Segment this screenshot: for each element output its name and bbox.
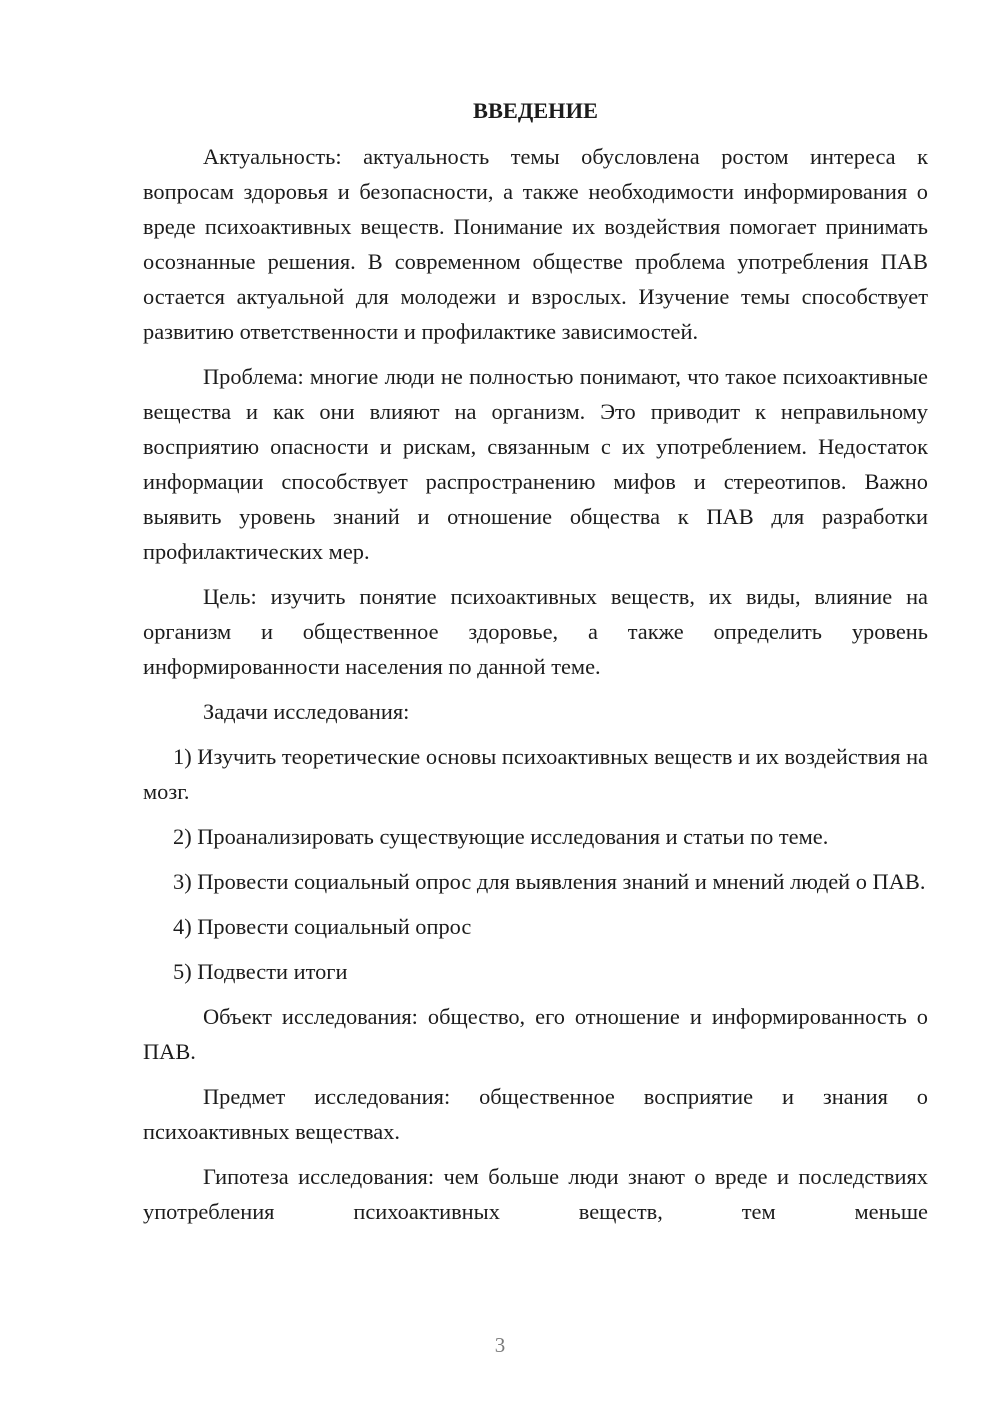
section-heading: ВВЕДЕНИЕ bbox=[473, 98, 598, 123]
task-item-1: 1) Изучить теоретические основы психоактивных веществ и их воздействия на мозг. bbox=[143, 744, 928, 804]
problem-paragraph: Проблема: многие люди не полностью понимают, что такое психоактивные вещества и как они влияют на организм. Это приводит к неправильному восприятию опасности и рискам, связанным с их употреблением. Недостаток информации способствует распространению мифов и стереотипов. Важно выявить уровень знаний и отношение общества к ПАВ для разработки профилактических мер. bbox=[143, 364, 928, 564]
object-paragraph: Объект исследования: общество, его отношение и информированность о ПАВ. bbox=[143, 1004, 928, 1064]
page-number: 3 bbox=[494, 1333, 506, 1357]
task-item-4: 4) Провести социальный опрос bbox=[173, 914, 472, 939]
hypothesis-paragraph: Гипотеза исследования: чем больше люди знают о вреде и последствиях употребления психоактивных веществ, тем меньше bbox=[143, 1164, 928, 1224]
page-content bbox=[143, 95, 928, 1239]
task-item-5: 5) Подвести итоги bbox=[173, 959, 348, 984]
subject-paragraph: Предмет исследования: общественное восприятие и знания о психоактивных веществах. bbox=[143, 1084, 928, 1144]
relevance-paragraph: Актуальность: актуальность темы обусловлена ростом интереса к вопросам здоровья и безопасности, а также необходимости информирования о вреде психоактивных веществ. Понимание их воздействия помогает принимать осознанные решения. В современном обществе проблема употребления ПАВ остается актуальной для молодежи и взрослых. Изучение темы способствует развитию ответственности и профилактике зависимостей. bbox=[143, 144, 928, 344]
task-item-3: 3) Провести социальный опрос для выявления знаний и мнений людей о ПАВ. bbox=[173, 869, 926, 894]
task-item-2: 2) Проанализировать существующие исследования и статьи по теме. bbox=[173, 824, 829, 849]
goal-paragraph: Цель: изучить понятие психоактивных веществ, их виды, влияние на организм и общественное здоровье, а также определить уровень информированности населения по данной теме. bbox=[143, 584, 928, 679]
tasks-heading: Задачи исследования: bbox=[203, 699, 410, 724]
